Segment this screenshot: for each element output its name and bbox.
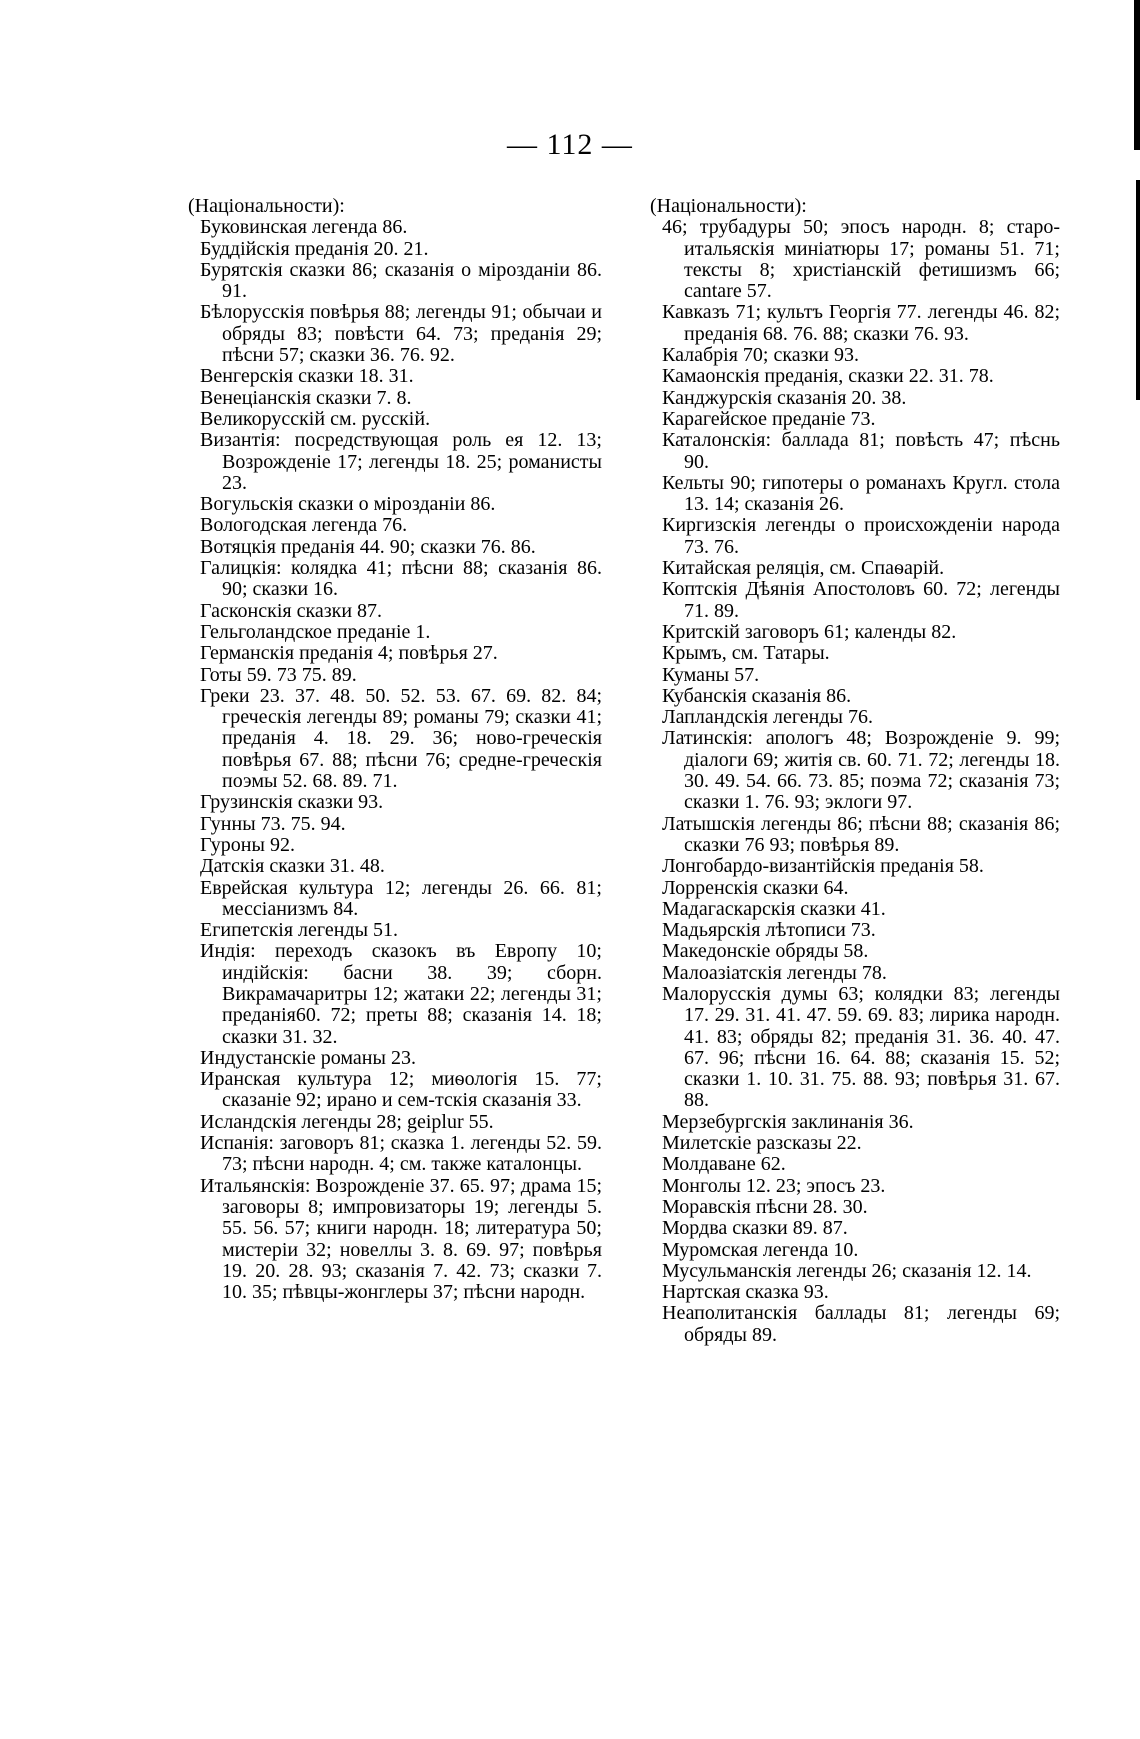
index-entry: Молдаване 62. <box>662 1153 786 1176</box>
index-entry: Венгерскія сказки 18. 31. <box>200 365 414 388</box>
index-entry: Кельты 90; гипотеры о романахъ Кругл. стола 13. 14; сказанія 26. <box>662 471 1060 516</box>
index-entry: Вотяцкія преданія 44. 90; сказки 76. 86. <box>200 535 536 558</box>
index-entry: Великорусскій см. русскій. <box>200 407 431 430</box>
index-entry: Лорренскія сказки 64. <box>662 876 849 899</box>
index-entry: Германскія преданія 4; повѣрья 27. <box>200 642 498 665</box>
index-entry: Индія: переходъ сказокъ въ Европу 10; индійскія: басни 38. 39; сборн. Викрамачаритры 12; жатаки 22; легенды 31; преданія60. 72; преты 88; сказанія 14. 18; сказки 31. 32. <box>200 940 602 1048</box>
page-edge-mark <box>1136 180 1140 400</box>
index-entry: Вологодская легенда 76. <box>200 514 408 537</box>
index-entry: Мадагаскарскія сказки 41. <box>662 897 886 920</box>
index-entry: Вогульскія сказки о мірозданіи 86. <box>200 493 496 516</box>
index-entry: Лапландскія легенды 76. <box>662 706 873 729</box>
index-entry: Малоазіатскія легенды 78. <box>662 961 887 984</box>
index-entry: Крымъ, см. Татары. <box>662 642 830 665</box>
index-entry: Латышскія легенды 86; пѣсни 88; сказанія 86; сказки 76 93; повѣрья 89. <box>662 812 1060 856</box>
index-entry: Гельголандское преданіе 1. <box>200 620 431 643</box>
index-entry: Мордва сказки 89. 87. <box>662 1217 848 1240</box>
index-entry: Монголы 12. 23; эпосъ 23. <box>662 1174 886 1197</box>
index-entry: Критскій заговоръ 61; календы 82. <box>662 620 957 643</box>
index-entry: Египетскія легенды 51. <box>200 919 399 942</box>
index-entry: Македонскіе обряды 58. <box>662 940 869 963</box>
index-entry: Буддійскія преданія 20. 21. <box>200 237 429 260</box>
index-entry: Гуроны 92. <box>200 833 295 856</box>
index-entry: Лонгобардо-византійскія преданія 58. <box>662 855 984 878</box>
index-entry: Мерзебургскія заклинанія 36. <box>662 1110 914 1133</box>
index-entry: Малорусскія думы 63; колядки 83; легенды 17. 29. 31. 41. 47. 59. 69. 83; лирика народн. 41. 83; обряды 82; преданія 31. 36. 40. 47. 67. 96; пѣсни 16. 64. 88; сказанія 15. 52; сказки 1. 10. 31. 75. 88. 93; повѣрья 31. 67. 88. <box>662 982 1060 1112</box>
index-entry: Кубанскія сказанія 86. <box>662 684 852 707</box>
index-entry: Милетскіе разсказы 22. <box>662 1132 862 1155</box>
right-index-list <box>662 217 1060 1346</box>
page-edge-mark <box>1134 0 1140 150</box>
index-entry: Куманы 57. <box>662 663 760 686</box>
right-column <box>650 195 1060 1346</box>
index-entry: Греки 23. 37. 48. 50. 52. 53. 67. 69. 82. 84; греческія легенды 89; романы 79; сказки 41; преданія 4. 18. 29. 36; ново-греческія повѣрья 67. 88; пѣсни 76; средне-греческія поэмы 52. 68. 89. 71. <box>200 684 602 793</box>
index-entry: Нартская сказка 93. <box>662 1281 829 1304</box>
index-entry: Моравскія пѣсни 28. 30. <box>662 1195 868 1218</box>
index-entry: Византія: посредствующая роль ея 12. 13; Возрожденіе 17; легенды 18. 25; романисты 23. <box>200 429 602 494</box>
index-entry: Галицкія: колядка 41; пѣсни 88; сказанія 86. 90; сказки 16. <box>200 557 602 601</box>
left-column <box>188 195 602 1304</box>
index-entry: Итальянскія: Возрожденіе 37. 65. 97; драма 15; заговоры 8; импровизаторы 19; легенды 5. 55. 56. 57; книги народн. 18; литература 50; мистеріи 32; новеллы 3. 8. 69. 97; повѣрья 19. 20. 28. 93; сказанія 7. 42. 73; сказки 7. 10. 35; пѣвцы-жонглеры 37; пѣсни народн. <box>200 1174 602 1304</box>
index-entry: Буковинская легенда 86. <box>200 216 408 239</box>
index-entry: Латинскія: апологъ 48; Возрожденіе 9. 99; діалоги 69; житія св. 60. 71. 72; легенды 18. 30. 49. 54. 66. 73. 85; поэма 72; сказанія 73; сказки 1. 76. 93; эклоги 97. <box>662 727 1060 814</box>
index-entry: Киргизскія легенды о происхожденіи народа 73. 76. <box>662 514 1060 558</box>
index-entry: Испанія: заговоръ 81; сказка 1. легенды 52. 59. 73; пѣсни народн. 4; см. также каталонцы. <box>200 1132 602 1176</box>
index-entry: Калабрія 70; сказки 93. <box>662 344 859 367</box>
index-entry: Каталонскія: баллада 81; повѣсть 47; пѣснь 90. <box>662 429 1060 473</box>
index-entry: Кавказъ 71; культъ Георгія 77. легенды 46. 82; преданія 68. 76. 88; сказки 76. 93. <box>662 301 1060 345</box>
index-entry: Грузинскія сказки 93. <box>200 791 384 814</box>
index-entry: Гасконскія сказки 87. <box>200 599 383 622</box>
index-entry: Мусульманскія легенды 26; сказанія 12. 14. <box>662 1259 1032 1282</box>
index-entry: Индустанскіе романы 23. <box>200 1046 416 1069</box>
index-entry: Муромская легенда 10. <box>662 1238 859 1261</box>
index-entry: Неаполитанскія баллады 81; легенды 69; обряды 89. <box>662 1302 1060 1346</box>
index-entry: Бѣлорусскія повѣрья 88; легенды 91; обычаи и обряды 83; повѣсти 64. 73; преданія 29; пѣсни 57; сказки 36. 76. 92. <box>200 301 602 367</box>
index-entry: Канджурскія сказанія 20. 38. <box>662 386 907 409</box>
page-number: — 112 — <box>507 128 633 161</box>
index-entry: Китайская реляція, см. Спаѳарій. <box>662 557 945 580</box>
index-entry: Гунны 73. 75. 94. <box>200 812 346 835</box>
index-entry: Камаонскія преданія, сказки 22. 31. 78. <box>662 365 994 388</box>
index-entry: Датскія сказки 31. 48. <box>200 855 385 878</box>
index-entry: Венеціанскія сказки 7. 8. <box>200 386 412 409</box>
index-entry: Иранская культура 12; миѳологія 15. 77; сказаніе 92; ирано и сем-тскія сказанія 33. <box>200 1068 602 1112</box>
index-entry: Бурятскія сказки 86; сказанія о мірозданіи 86. 91. <box>200 258 602 303</box>
index-entry: Еврейская культура 12; легенды 26. 66. 81; мессіанизмъ 84. <box>200 876 602 920</box>
index-entry: Мадьярскія лѣтописи 73. <box>662 919 876 942</box>
left-column-heading: (Національности): <box>188 195 345 217</box>
index-entry: 46; трубадуры 50; эпосъ народн. 8; старо-итальяскія миніатюры 17; романы 51. 71; тексты 8; христіанскій фетишизмъ 66; cantare 57. <box>662 216 1060 303</box>
index-entry: Коптскія Дѣянія Апостоловъ 60. 72; легенды 71. 89. <box>662 578 1060 622</box>
index-entry: Исландскія легенды 28; geiplur 55. <box>200 1110 494 1133</box>
index-entry: Карагейское преданіе 73. <box>662 407 876 430</box>
index-entry: Готы 59. 73 75. 89. <box>200 663 357 686</box>
right-column-heading: (Національности): <box>650 195 807 217</box>
left-index-list <box>200 217 602 1303</box>
